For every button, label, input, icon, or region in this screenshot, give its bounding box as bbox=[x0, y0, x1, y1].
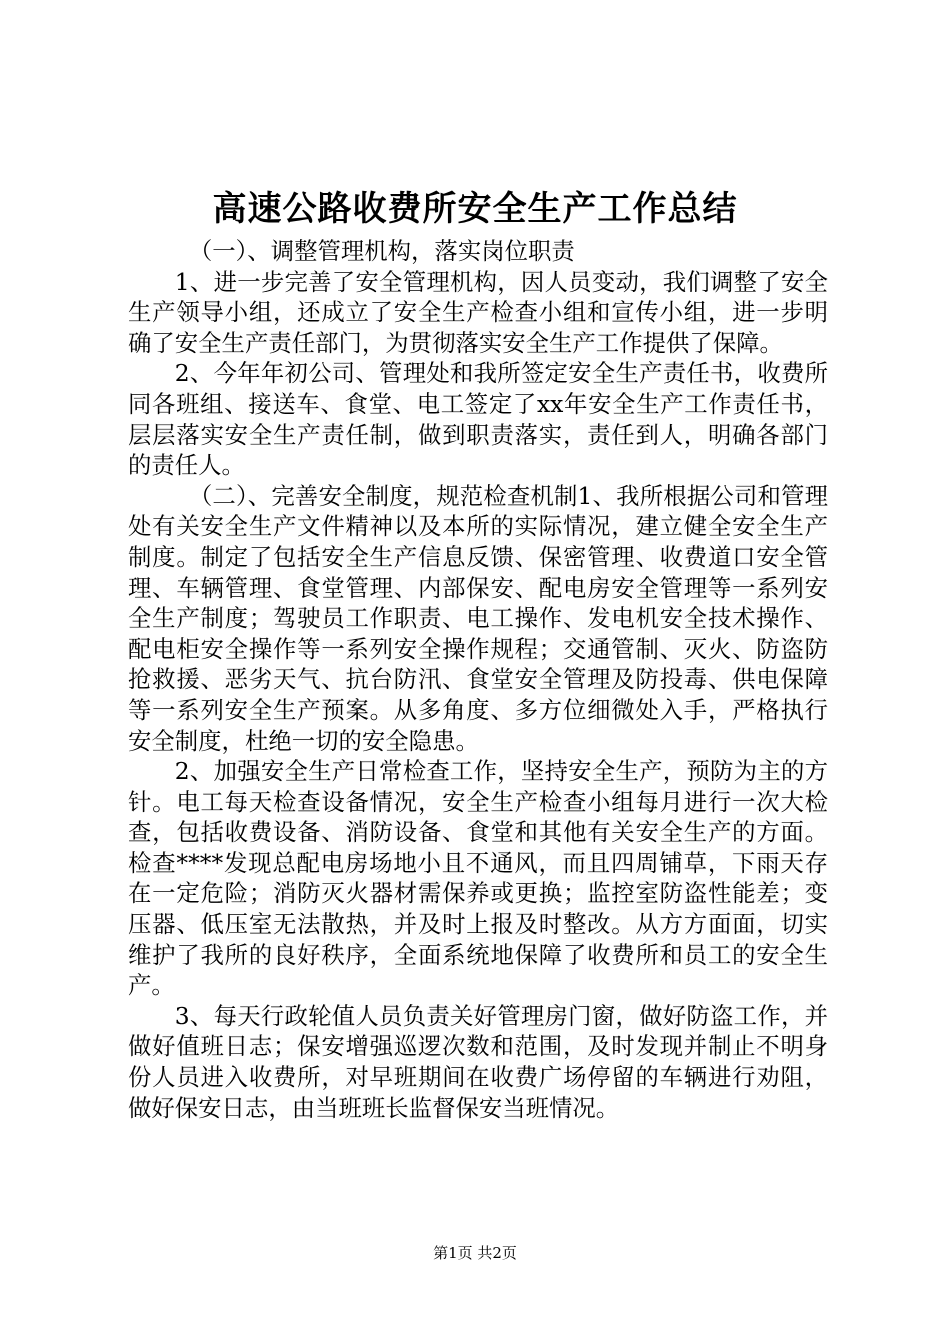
paragraph-1: 1、进一步完善了安全管理机构，因人员变动，我们调整了安全生产领导小组，还成立了安全生产检查小组和宣传小组，进一步明确了安全生产责任部门，为贯彻落实安全生产工作提供了保障。 bbox=[128, 267, 828, 357]
paragraph-5: 3、每天行政轮值人员负责关好管理房门窗，做好防盗工作，并做好值班日志；保安增强巡逻次数和范围，及时发现并制止不明身份人员进入收费所，对早班期间在收费广场停留的车辆进行劝阻，做好保安日志，由当班班长监督保安当班情况。 bbox=[128, 1001, 828, 1122]
section-heading-1: （一）、调整管理机构，落实岗位职责 bbox=[188, 237, 575, 265]
page-number-footer: 第1页 共2页 bbox=[433, 1244, 517, 1262]
paragraph-4: 2、加强安全生产日常检查工作，坚持安全生产，预防为主的方针。电工每天检查设备情况，安全生产检查小组每月进行一次大检查，包括收费设备、消防设备、食堂和其他有关安全生产的方面。检查****发现总配电房场地小且不通风，而且四周铺草，下雨天存在一定危险；消防灭火器材需保养或更换；监控室防盗性能差；变压器、低压室无法散热，并及时上报及时整改。从方方面面，切实维护了我所的良好秩序，全面系统地保障了收费所和员工的安全生产。 bbox=[128, 757, 828, 1000]
document-body bbox=[128, 236, 828, 1123]
section-heading-2-paragraph: （二）、完善安全制度，规范检查机制1、我所根据公司和管理处有关安全生产文件精神以及本所的实际情况，建立健全安全生产制度。制定了包括安全生产信息反馈、保密管理、收费道口安全管理、车辆管理、食堂管理、内部保安、配电房安全管理等一系列安全生产制度；驾驶员工作职责、电工操作、发电机安全技术操作、配电柜安全操作等一系列安全操作规程；交通管制、灭火、防盗防抢救援、恶劣天气、抗台防汛、食堂安全管理及防投毒、供电保障等一系列安全生产预案。从多角度、多方位细微处入手，严格执行安全制度，杜绝一切的安全隐患。 bbox=[128, 481, 828, 755]
document-title: 高速公路收费所安全生产工作总结 bbox=[212, 189, 738, 229]
paragraph-2: 2、今年年初公司、管理处和我所签定安全生产责任书，收费所同各班组、接送车、食堂、电工签定了xx年安全生产工作责任书，层层落实安全生产责任制，做到职责落实，责任到人，明确各部门的责任人。 bbox=[128, 359, 828, 480]
